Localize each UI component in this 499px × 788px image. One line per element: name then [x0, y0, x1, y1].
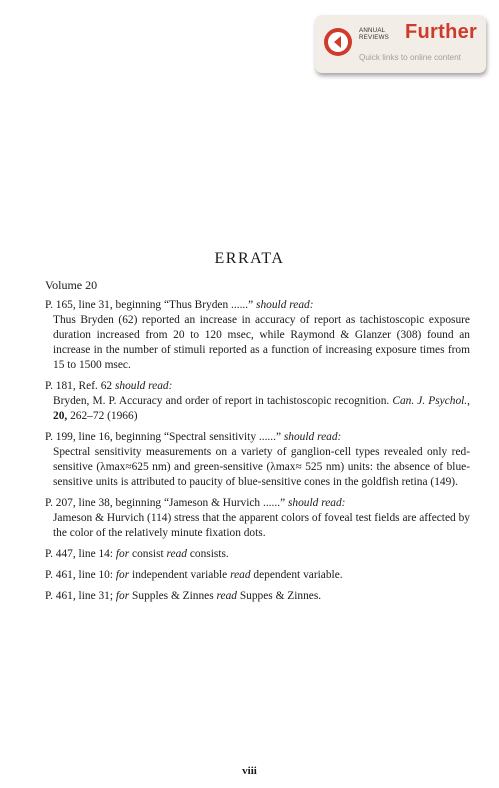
- journal-name: Can. J. Psychol.,: [392, 395, 470, 407]
- erratum-location: P. 461, line 31;: [45, 590, 116, 602]
- erratum-heading: [45, 298, 470, 313]
- erratum-entry: [45, 589, 470, 604]
- should-read-label: should read:: [114, 380, 173, 392]
- erratum-correction: Spectral sensitivity measurements on a variety of ganglion-cell types revealed only red-sensitive (λmax≈625 nm) and green-sensitive (λmax≈ 525 nm) units: the absence of blue-sensitive units is attributed to paucity of blue-sensitive cones in the goldfish retina (149).: [53, 446, 470, 488]
- should-read-label: should read:: [283, 431, 342, 443]
- erratum-correction: Thus Bryden (62) reported an increase in accuracy of report as tachistoscopic exposure duration increased from 20 to 120 msec, while Raymond & Glanzer (308) found an increase in the number of stimuli reported as a function of increasing exposure times from 15 to 1500 msec.: [53, 314, 470, 371]
- should-read-label: should read:: [256, 299, 314, 311]
- badge-subtitle: Quick links to online content: [359, 53, 461, 62]
- erratum-heading: [45, 379, 470, 394]
- play-arrow-icon: [323, 27, 353, 57]
- erratum-entry: [45, 430, 470, 490]
- erratum-location: P. 181, Ref. 62: [45, 380, 115, 392]
- erratum-correction: Jameson & Hurvich (114) stress that the apparent colors of foveal test fields are affected by the color of the relatively minute fixation dots.: [53, 512, 470, 539]
- for-label: for: [115, 590, 130, 602]
- erratum-entry: [45, 379, 470, 424]
- incorrect-text: independent variable: [129, 569, 231, 581]
- erratum-correction: [45, 394, 470, 424]
- annual-reviews-further-badge[interactable]: [315, 15, 486, 73]
- erratum-location: P. 447, line 14:: [45, 548, 116, 560]
- erratum-heading: [45, 430, 470, 445]
- journal-volume: 20,: [53, 410, 68, 422]
- erratum-entry: [45, 298, 470, 373]
- read-label: read: [166, 548, 187, 560]
- erratum-entry: [45, 496, 470, 541]
- erratum-location: P. 165, line 31, beginning “Thus Bryden ......”: [45, 299, 257, 311]
- badge-title: Further: [405, 21, 478, 43]
- erratum-entry: [45, 547, 470, 562]
- errata-list: [45, 298, 470, 610]
- reference-text: Bryden, M. P. Accuracy and order of report in tachistoscopic recognition.: [53, 395, 393, 407]
- page-title: ERRATA: [214, 250, 285, 267]
- volume-label: Volume 20: [45, 278, 98, 292]
- for-label: for: [115, 548, 130, 560]
- correct-text: dependent variable.: [250, 569, 343, 581]
- badge-org-line2: REVIEWS: [359, 34, 389, 41]
- correct-text: Suppes & Zinnes.: [236, 590, 322, 602]
- erratum-location: P. 461, line 10:: [45, 569, 116, 581]
- page-number: viii: [242, 765, 257, 777]
- read-label: read: [216, 590, 237, 602]
- for-label: for: [115, 569, 130, 581]
- badge-org-line1: ANNUAL: [359, 27, 386, 34]
- correct-text: consists.: [187, 548, 229, 560]
- journal-pages: 262–72 (1966): [67, 410, 138, 422]
- erratum-heading: [45, 496, 470, 511]
- incorrect-text: Supples & Zinnes: [129, 590, 217, 602]
- badge-org-name: [359, 27, 399, 41]
- should-read-label: should read:: [287, 497, 346, 509]
- erratum-location: P. 199, line 16, beginning “Spectral sensitivity ......”: [45, 431, 284, 443]
- incorrect-text: consist: [129, 548, 167, 560]
- erratum-entry: [45, 568, 470, 583]
- erratum-location: P. 207, line 38, beginning “Jameson & Hurvich ......”: [45, 497, 288, 509]
- read-label: read: [230, 569, 251, 581]
